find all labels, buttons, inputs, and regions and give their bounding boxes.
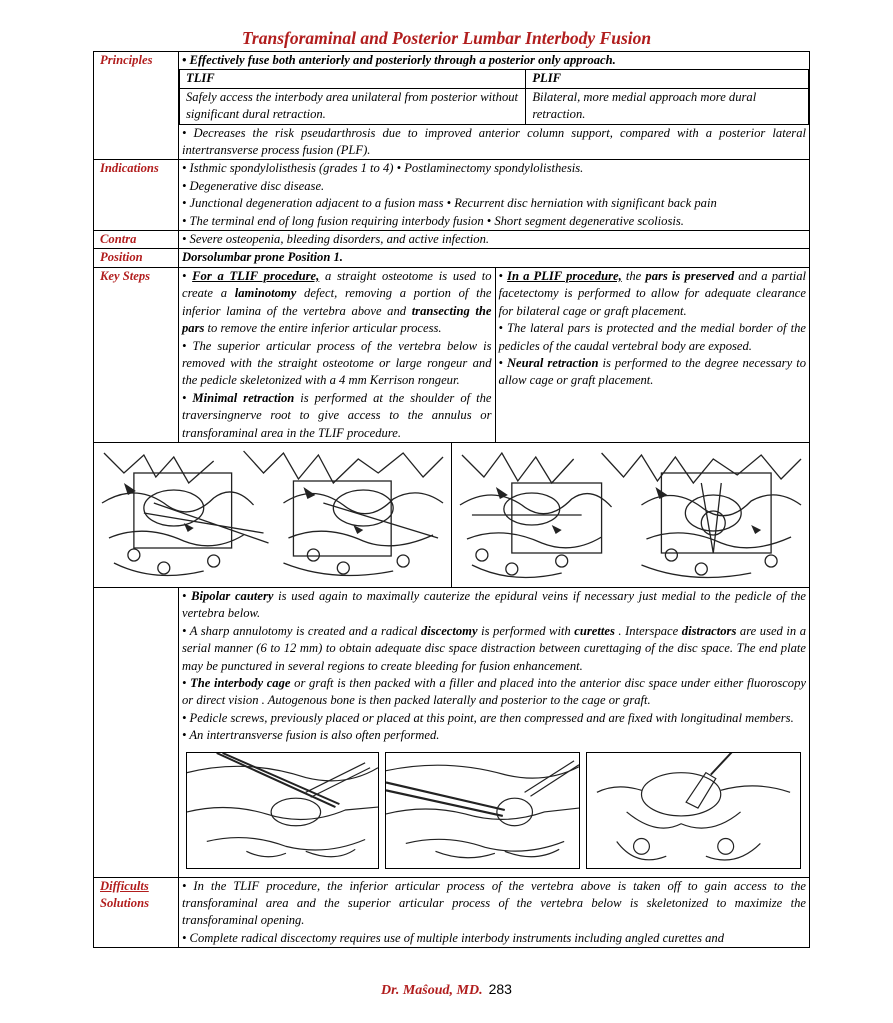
laminotomy-term: laminotomy xyxy=(234,286,297,301)
difficult-solution-1: • In the TLIF procedure, the inferior articular process of the vertebra above is taken off to gain access to the transforaminal area and the superior articular process of the vertebra below is skeletonized to maximize the transforaminal opening. xyxy=(182,878,806,928)
text-run: is used again to maximally cauterize the epidural veins if necessary just medial to the pedicle of the vertebra below. xyxy=(182,588,806,621)
indications-row xyxy=(94,160,810,231)
text-run: is performed to the degree necessary to allow cage or graft placement. xyxy=(498,355,806,388)
tlif-procedure-heading: For a TLIF procedure, xyxy=(192,268,320,283)
indication-line: • Degenerative disc disease. xyxy=(182,178,325,193)
bullet: • xyxy=(182,390,193,405)
page-footer xyxy=(0,981,893,999)
annulotomy-drawing xyxy=(187,753,378,868)
bullet: • xyxy=(182,675,191,690)
continued-label-cell xyxy=(94,587,179,877)
continued-step-3 xyxy=(182,675,806,710)
key-steps-illustrations xyxy=(94,443,809,587)
interbody-cage-illustration xyxy=(586,752,801,869)
indication-line: • Junctional degeneration adjacent to a fusion mass • Recurrent disc herniation with significant back pain xyxy=(182,196,717,211)
transecting-pars-term: transecting the pars xyxy=(182,303,492,336)
plif-illustration xyxy=(451,443,809,587)
position-label: Position xyxy=(94,249,179,267)
text-run: the xyxy=(621,268,646,283)
difficults-label-line2: Solutions xyxy=(100,896,150,910)
neural-retraction-term: Neural retraction xyxy=(506,355,599,370)
interbody-cage-drawing xyxy=(587,753,800,868)
discectomy-term: discectomy xyxy=(420,623,478,638)
text-run: or graft is then packed with a filler and placed into the anterior disc space under either fluoroscopy or direct vision . Autogenous bone is then packed laterally and posterior to the cage or graft. xyxy=(182,675,806,708)
curettes-term: curettes xyxy=(574,623,615,638)
bullet: • xyxy=(498,268,508,283)
interbody-cage-term: The interbody cage xyxy=(190,675,291,690)
plif-step-3 xyxy=(499,355,807,390)
indications-label: Indications xyxy=(94,160,179,231)
tlif-spine-drawing xyxy=(94,443,451,587)
cage-insertion-illustrations xyxy=(186,752,806,869)
author-name: Dr. Maŝoud, MD. xyxy=(381,983,483,998)
key-steps-columns xyxy=(182,268,809,442)
procedure-table xyxy=(93,51,810,948)
page-number: 283 xyxy=(488,981,512,997)
text-run: • A sharp annulotomy is created and a radical xyxy=(182,623,421,638)
illustration-cell xyxy=(94,442,810,587)
text-run: is performed with xyxy=(477,623,575,638)
text-run: to remove the entire inferior articular process. xyxy=(204,321,442,336)
difficults-label xyxy=(94,877,179,948)
difficults-label-line1: Difficults xyxy=(100,878,149,893)
plif-principle: Bilateral, more medial approach more dural retraction. xyxy=(526,88,809,124)
plif-step-2: • The lateral pars is protected and the medial border of the pedicles of the caudal vertebral body are exposed. xyxy=(498,321,806,353)
continued-step-2 xyxy=(182,623,806,675)
tlif-step-2: • The superior articular process of the vertebra below is removed with the straight osteotome or large rongeur and the pedicle skeletonized with a 4 mm Kerrison rongeur. xyxy=(182,338,492,388)
tlif-header: TLIF xyxy=(180,70,526,88)
indication-line: • The terminal end of long fusion requiring interbody fusion • Short segment degenerative scoliosis. xyxy=(182,213,684,228)
tlif-plif-comparison xyxy=(179,69,809,124)
text-run: . Interspace xyxy=(614,623,682,638)
minimal-retraction-term: Minimal retraction xyxy=(192,390,295,405)
key-steps-row xyxy=(94,267,810,442)
cage-placement-illustration xyxy=(385,752,580,869)
contra-text: • Severe osteopenia, bleeding disorders, and active infection. xyxy=(179,231,810,249)
principles-row xyxy=(94,52,810,160)
text-run: a straight osteotome is used to create a xyxy=(182,268,492,301)
plif-steps xyxy=(496,268,810,442)
text-run: are used in a serial manner (6 to 12 mm) to obtain adequate disc space distraction between curettaging of the disc space. The end plate may be punctured in several regions to create bleeding for fusion enhancement. xyxy=(182,623,807,673)
continued-step-4: • Pedicle screws, previously placed or placed at this point, are then compressed and are fixed with longitudinal members. xyxy=(182,710,794,725)
distractors-term: distractors xyxy=(681,623,737,638)
indications-content xyxy=(179,160,810,231)
plif-step-1 xyxy=(499,268,807,320)
difficult-solution-2: • Complete radical discectomy requires use of multiple interbody instruments including angled curettes and xyxy=(182,930,725,945)
plif-header: PLIF xyxy=(526,70,809,88)
tlif-steps xyxy=(182,268,496,442)
principles-content xyxy=(179,52,810,160)
indication-line: • Isthmic spondylolisthesis (grades 1 to 4) • Postlaminectomy spondylolisthesis. xyxy=(182,161,584,176)
bullet: • xyxy=(182,268,193,283)
continued-step-1 xyxy=(182,588,806,623)
plif-procedure-heading: In a PLIF procedure, xyxy=(507,268,622,283)
bipolar-cautery-term: Bipolar cautery xyxy=(191,588,274,603)
key-steps-label: Key Steps xyxy=(94,267,179,442)
bullet: • xyxy=(182,588,192,603)
pars-preserved-term: pars is preserved xyxy=(645,268,735,283)
difficults-content xyxy=(179,877,810,948)
key-steps-content xyxy=(179,267,810,442)
plif-spine-drawing xyxy=(452,443,809,587)
continued-steps-row xyxy=(94,587,810,877)
continued-step-5: • An intertransverse fusion is also often performed. xyxy=(182,728,440,743)
difficults-row xyxy=(94,877,810,948)
illustration-row xyxy=(94,442,810,587)
continued-steps-content xyxy=(179,587,810,877)
annulotomy-illustration xyxy=(186,752,379,869)
position-row xyxy=(94,249,810,267)
contra-row xyxy=(94,231,810,249)
text-run: is performed at the shoulder of the traversingnerve root to give access to the annulus or transforaminal area in the TLIF procedure. xyxy=(182,390,492,440)
bullet: • xyxy=(498,355,507,370)
page-title: Transforaminal and Posterior Lumbar Interbody Fusion xyxy=(241,28,652,48)
principles-label: Principles xyxy=(94,52,179,160)
principles-intro: • Effectively fuse both anteriorly and posteriorly through a posterior only approach. xyxy=(182,53,616,67)
contra-label: Contra xyxy=(94,231,179,249)
principles-note: • Decreases the risk pseudarthrosis due to improved anterior column support, compared with a posterior lateral intertransverse process fusion (PLF). xyxy=(182,125,806,158)
position-text: Dorsolumbar prone Position 1. xyxy=(179,249,810,267)
tlif-principle: Safely access the interbody area unilateral from posterior without significant dural retraction. xyxy=(180,88,526,124)
tlif-step-1 xyxy=(182,268,492,338)
text-run: and a partial facetectomy is performed to allow for adequate clearance for bilateral cage or graft placement. xyxy=(498,268,807,318)
text-run: defect, removing a portion of the inferior lamina of the vertebra above and xyxy=(182,286,492,318)
cage-placement-drawing xyxy=(386,753,579,868)
tlif-illustration xyxy=(94,443,451,587)
tlif-step-3 xyxy=(182,390,492,442)
